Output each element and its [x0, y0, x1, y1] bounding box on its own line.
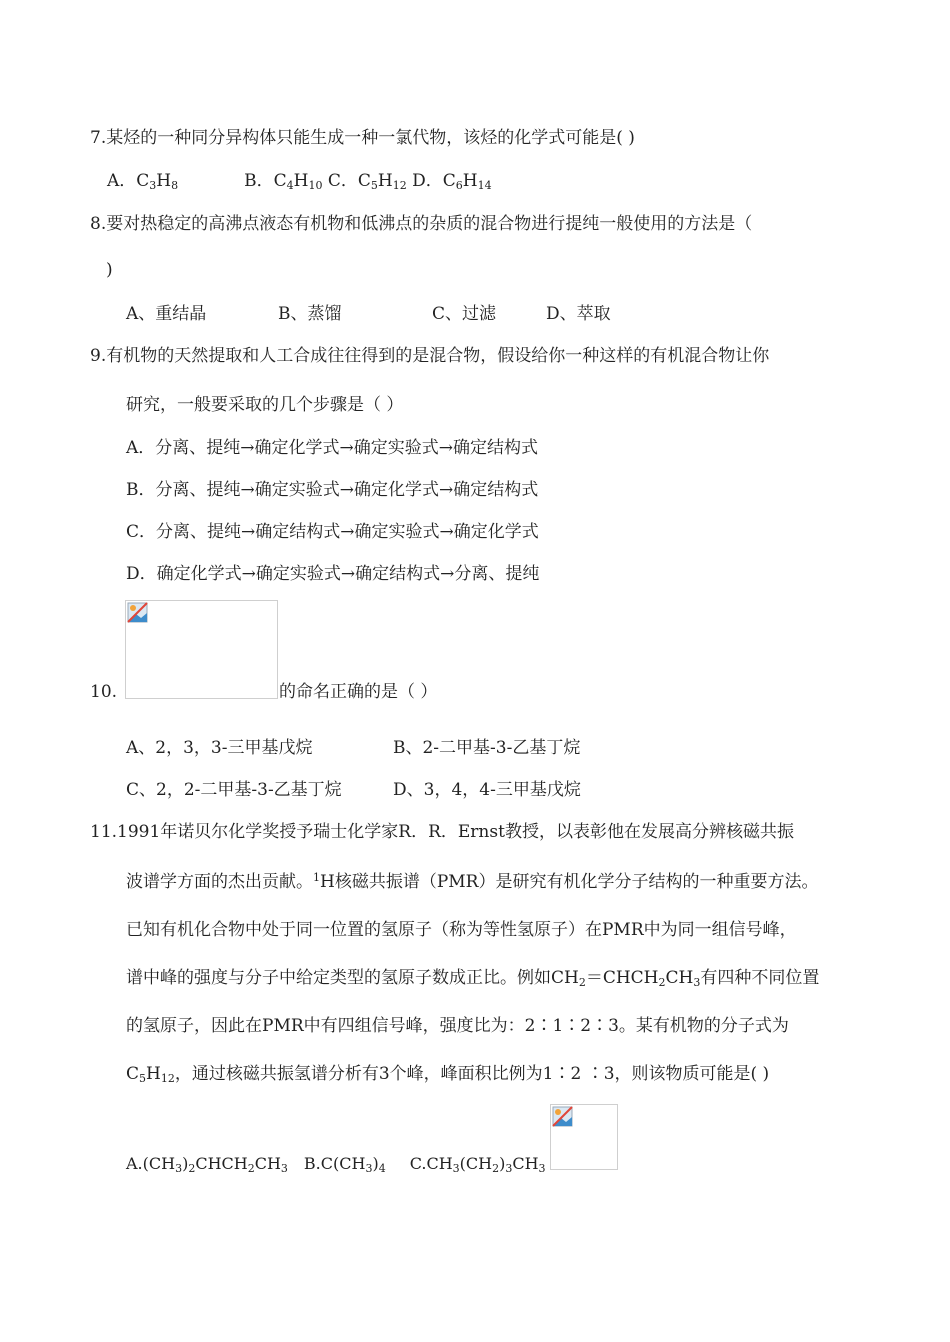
q7-stem: 7.某烃的一种同分异构体只能生成一种一氯代物，该烃的化学式可能是( )	[90, 128, 635, 148]
q8-stem: 8.要对热稳定的高沸点液态有机物和低沸点的杂质的混合物进行提纯一般使用的方法是（	[90, 214, 753, 234]
q9-option-a: A．分离、提纯→确定化学式→确定实验式→确定结构式	[126, 438, 539, 458]
q11-line2: 波谱学方面的杰出贡献。$^1$H核磁共振谱（PMR）是研究有机化学分子结构的一种重要方法。	[126, 871, 819, 892]
q9-option-b: B．分离、提纯→确定实验式→确定化学式→确定结构式	[126, 480, 539, 500]
q7-options	[107, 169, 492, 193]
q8-option-a: A、重结晶	[126, 304, 207, 324]
q11-line3: 已知有机化合物中处于同一位置的氢原子（称为等性氢原子）在PMR中为同一组信号峰，	[126, 920, 797, 940]
q10-option-b: B、2-二甲基-3-乙基丁烷	[393, 738, 581, 758]
q11-option-d-image	[550, 1104, 618, 1170]
q7-option-d: D．$C_6H_{14}$	[412, 171, 492, 192]
q7-option-b: B．$C_4H_{10}$	[244, 171, 323, 192]
q9-option-c: C．分离、提纯→确定结构式→确定实验式→确定化学式	[126, 522, 539, 542]
q10-option-d: D、3，4，4-三甲基戊烷	[393, 780, 581, 800]
q7-option-c: C．$C_5H_{12}$	[327, 171, 407, 192]
q9-stem: 9.有机物的天然提取和人工合成往往得到的是混合物，假设给你一种这样的有机混合物让你	[90, 346, 770, 366]
q11-line4: 谱中峰的强度与分子中给定类型的氢原子数成正比。例如$CH_2=CHCH_2CH_3$有四种不同位置	[126, 968, 820, 989]
q8-option-b: B、蒸馏	[278, 304, 342, 324]
q11-option-c: $C.CH_3(CH_2)_3CH_3$	[409, 1154, 546, 1175]
q8-option-d: D、萃取	[546, 304, 611, 324]
q10-option-a: A、2，3，3-三甲基戊烷	[126, 738, 313, 758]
q9-stem-cont: 研究，一般要采取的几个步骤是（ ）	[126, 395, 404, 415]
q10-structure-image	[125, 600, 278, 699]
q11-option-b: $B.C(CH_3)_4$	[303, 1154, 386, 1175]
q7-option-a: A．$C_3H_8$	[107, 171, 179, 192]
q11-line5: 的氢原子，因此在PMR中有四组信号峰，强度比为：2∶1∶2∶3。某有机物的分子式为	[126, 1016, 789, 1036]
q9-option-d: D．确定化学式→确定实验式→确定结构式→分离、提纯	[126, 564, 540, 584]
broken-image-icon	[552, 1106, 573, 1127]
q10-option-c: C、2，2-二甲基-3-乙基丁烷	[126, 780, 342, 800]
q11-line1: 11.1991年诺贝尔化学奖授予瑞士化学家R．R．Ernst教授，以表彰他在发展高分辨核磁共振	[90, 822, 794, 842]
q11-option-a: $A.(CH_3)_2CHCH_2CH_3$	[126, 1154, 288, 1175]
q8-stem-cont: )	[106, 260, 113, 280]
q10-number: 10.	[90, 682, 118, 702]
q11-line6: $C_5H_{12}$，通过核磁共振氢谱分析有3个峰，峰面积比例为1∶2 ∶3，则该物质可能是( )	[126, 1064, 770, 1085]
q11-options	[126, 1152, 589, 1176]
broken-image-icon	[127, 602, 148, 623]
q10-stem: 的命名正确的是（ ）	[279, 682, 438, 702]
q8-option-c: C、过滤	[432, 304, 497, 324]
